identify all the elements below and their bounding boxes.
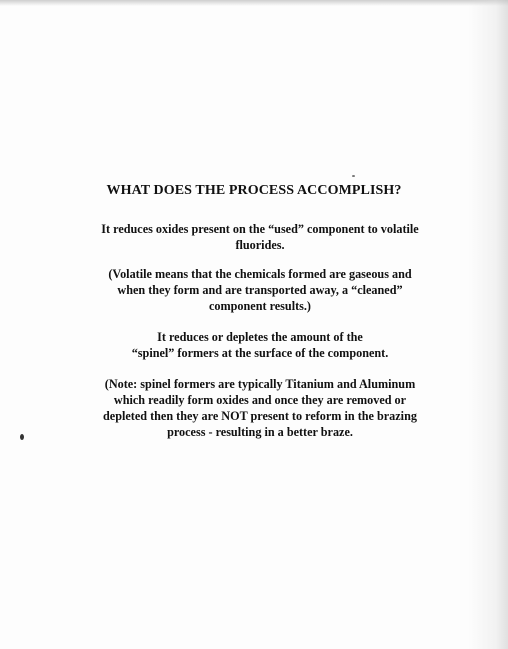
text-line: depleted then they are NOT present to reform in the brazing <box>103 409 417 423</box>
scan-speck <box>352 175 355 177</box>
text-line: (Note: spinel formers are typically Titanium and Aluminum <box>104 377 416 391</box>
scan-speck <box>20 434 24 440</box>
scan-right-edge <box>468 0 508 649</box>
document-title: WHAT DOES THE PROCESS ACCOMPLISH? <box>106 183 402 198</box>
text-line: component results.) <box>208 299 311 313</box>
paragraph-volatile-definition <box>60 266 460 314</box>
paragraph-oxide-reduction <box>60 221 460 253</box>
scan-top-edge <box>0 0 508 6</box>
paragraph-spinel-note <box>60 376 460 440</box>
text-line: “spinel” formers at the surface of the component. <box>131 346 389 360</box>
paragraph-spinel-depletion <box>60 329 460 361</box>
text-line: when they form and are transported away, a “cleaned” <box>117 283 403 297</box>
text-line: fluorides. <box>235 238 285 252</box>
text-line: It reduces or depletes the amount of the <box>157 330 363 344</box>
text-line: (Volatile means that the chemicals formed are gaseous and <box>108 267 412 281</box>
text-line: It reduces oxides present on the “used” component to volatile <box>101 222 419 236</box>
text-line: which readily form oxides and once they are removed or <box>113 393 407 407</box>
text-line: process - resulting in a better braze. <box>167 425 353 439</box>
